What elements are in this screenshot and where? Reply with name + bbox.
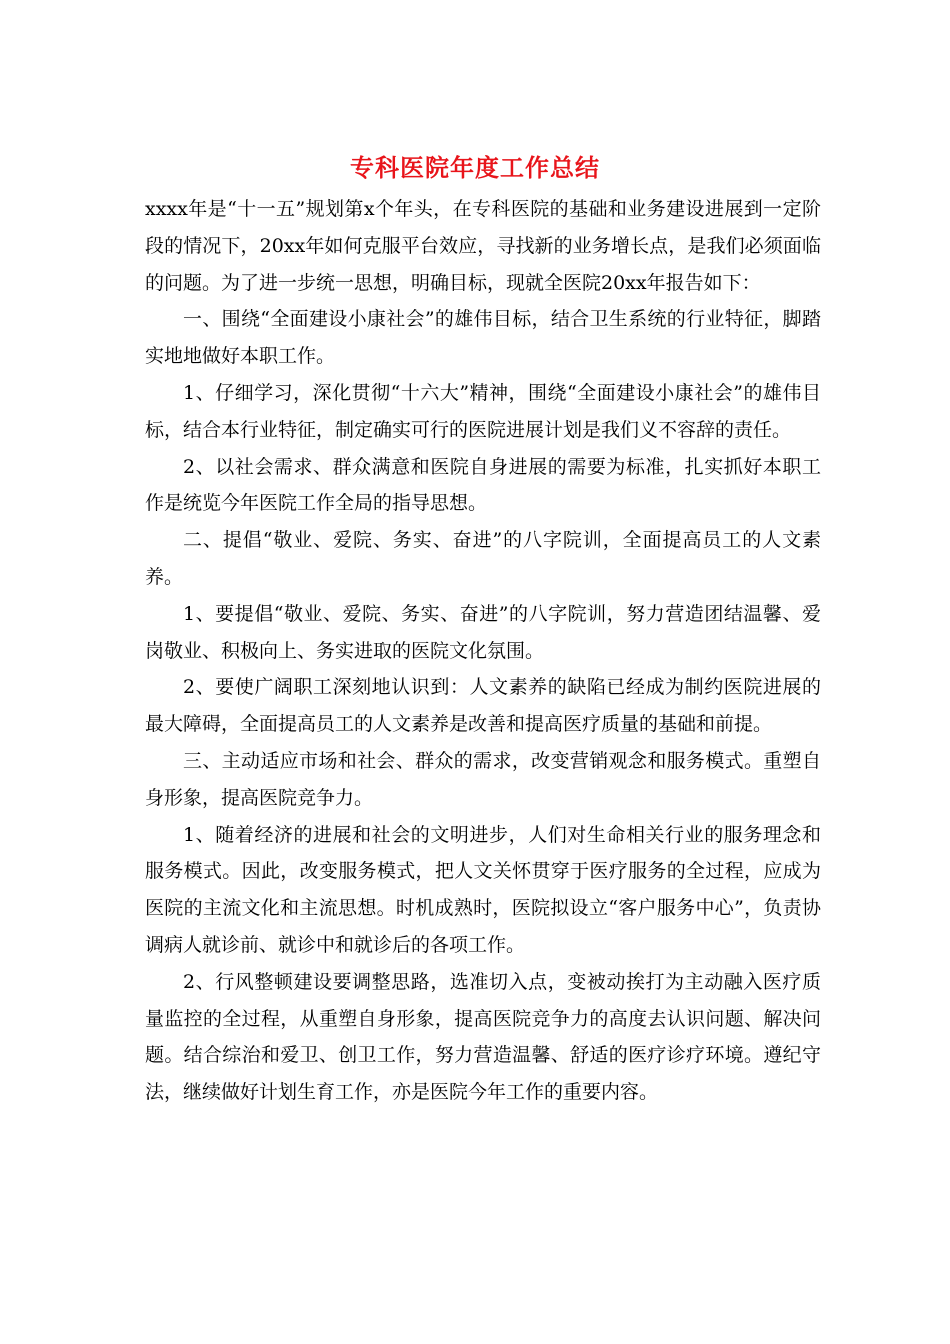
paragraph-section-3-item-1: 1、随着经济的进展和社会的文明进步，人们对生命相关行业的服务理念和服务模式。因此，改变服务模式，把人文关怀贯穿于医疗服务的全过程，应成为医院的主流文化和主流思想。时机成熟时，医院拟设立“客户服务中心”，负责协调病人就诊前、就诊中和就诊后的各项工作。 — [145, 823, 821, 956]
paragraph-section-3: 三、主动适应市场和社会、群众的需求，改变营销观念和服务模式。重塑自身形象，提高医院竞争力。 — [145, 749, 821, 809]
document-title: 专科医院年度工作总结 — [350, 153, 600, 182]
paragraph-section-1-item-2: 2、以社会需求、群众满意和医院自身进展的需要为标准，扎实抓好本职工作是统览今年医院工作全局的指导思想。 — [145, 455, 821, 515]
paragraph-section-2: 二、提倡“敬业、爱院、务实、奋进”的八字院训，全面提高员工的人文素养。 — [145, 529, 821, 588]
paragraph-section-1: 一、围绕“全面建设小康社会”的雄伟目标，结合卫生系统的行业特征，脚踏实地地做好本职工作。 — [145, 308, 821, 368]
paragraph-section-3-item-2: 2、行风整顿建设要调整思路，选准切入点，变被动挨打为主动融入医疗质量监控的全过程，从重塑自身形象，提高医院竞争力的高度去认识问题、解决问题。结合综治和爱卫、创卫工作，努力营造温馨、舒适的医疗诊疗环境。遵纪守法，继续做好计划生育工作，亦是医院今年工作的重要内容。 — [145, 970, 821, 1104]
paragraph-section-1-item-1: 1、仔细学习，深化贯彻“十六大”精神，围绕“全面建设小康社会”的雄伟目标，结合本行业特征，制定确实可行的医院进展计划是我们义不容辞的责任。 — [145, 381, 821, 441]
paragraph-section-2-item-2: 2、要使广阔职工深刻地认识到：人文素养的缺陷已经成为制约医院进展的最大障碍，全面提高员工的人文素养是改善和提高医疗质量的基础和前提。 — [145, 676, 821, 736]
paragraph-section-2-item-1: 1、要提倡“敬业、爱院、务实、奋进”的八字院训，努力营造团结温馨、爱岗敬业、积极向上、务实进取的医院文化氛围。 — [145, 602, 821, 662]
document-body — [145, 191, 821, 1111]
paragraph-intro: xxxx年是“十一五”规划第x个年头，在专科医院的基础和业务建设进展到一定阶段的情况下，20xx年如何克服平台效应，寻找新的业务增长点，是我们必须面临的问题。为了进一步统一思想，明确目标，现就全医院20xx年报告如下： — [145, 198, 821, 294]
